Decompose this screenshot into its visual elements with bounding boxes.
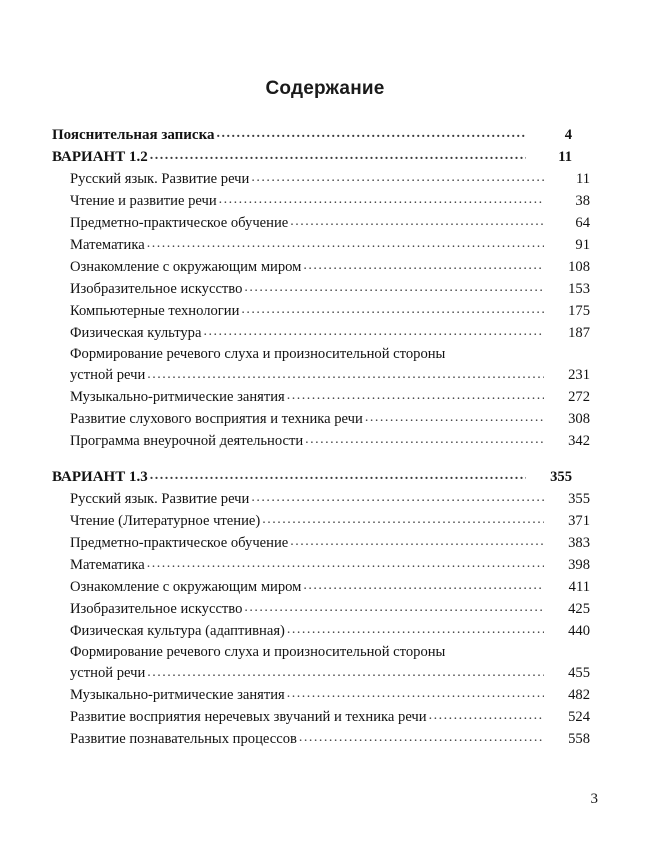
- toc-entry-page-number: 4: [564, 127, 572, 143]
- toc-entry-label: Физическая культура: [70, 325, 202, 341]
- toc-entry-page-number: 153: [568, 281, 590, 297]
- toc-dot-leader: [303, 575, 544, 597]
- toc-entry[interactable]: [52, 642, 590, 684]
- toc-entry-page-number: 425: [568, 601, 590, 617]
- toc-dot-leader: [203, 321, 544, 343]
- toc-entry-page-number: 371: [568, 513, 590, 529]
- toc-dot-leader: [429, 705, 544, 727]
- toc-dot-leader: [244, 277, 544, 299]
- toc-entry[interactable]: [52, 234, 590, 256]
- toc-dot-leader: [147, 364, 544, 385]
- toc-entry-page-number: 398: [568, 557, 590, 573]
- toc-entry[interactable]: [52, 488, 590, 510]
- toc-entry-label: Музыкально-ритмические занятия: [70, 389, 285, 405]
- toc-dot-leader: [150, 145, 526, 167]
- toc-entry-page-number: 411: [568, 579, 590, 595]
- toc-entry-label: Русский язык. Развитие речи: [70, 491, 250, 507]
- toc-entry-label: Чтение (Литературное чтение): [70, 513, 261, 529]
- toc-dot-leader: [365, 407, 544, 429]
- toc-dot-leader: [251, 167, 544, 189]
- toc-entry-label: Русский язык. Развитие речи: [70, 171, 250, 187]
- toc-entry[interactable]: [52, 620, 590, 642]
- toc-entry[interactable]: [52, 322, 590, 344]
- page-folio-number: 3: [590, 791, 598, 807]
- toc-entry[interactable]: [52, 554, 590, 576]
- toc-entry-label: Предметно-практическое обучение: [70, 535, 289, 551]
- toc-dot-leader: [290, 211, 544, 233]
- toc-entry-label: Предметно-практическое обучение: [70, 215, 289, 231]
- toc-dot-leader: [287, 683, 544, 705]
- toc-entry-label: Пояснительная записка: [52, 127, 215, 143]
- toc-entry[interactable]: [52, 706, 590, 728]
- page-title: Содержание: [265, 78, 385, 99]
- toc-entry-label: ВАРИАНТ 1.2: [52, 149, 148, 165]
- toc-entry-page-number: 383: [568, 535, 590, 551]
- toc-dot-leader: [287, 385, 544, 407]
- toc-dot-leader: [244, 597, 544, 619]
- toc-entry[interactable]: [52, 168, 590, 190]
- toc-entry-label: Компьютерные технологии: [70, 303, 240, 319]
- toc-entry-label: Музыкально-ритмические занятия: [70, 687, 285, 703]
- toc-entry[interactable]: [52, 300, 590, 322]
- toc-entry-page-number: 342: [568, 433, 590, 449]
- toc-entry[interactable]: [52, 190, 590, 212]
- toc-entry[interactable]: [52, 278, 590, 300]
- toc-entry[interactable]: [52, 728, 590, 750]
- toc-entry-label-continuation: [70, 663, 590, 684]
- toc-entry-label: Формирование речевого слуха и произносительной стороны: [70, 644, 446, 660]
- toc-entry-label: Ознакомление с окружающим миром: [70, 579, 302, 595]
- toc-dot-leader: [251, 487, 544, 509]
- toc-entry-label-continuation: [70, 365, 590, 386]
- toc-entry[interactable]: [52, 256, 590, 278]
- toc-entry-page-number: 455: [568, 665, 590, 681]
- toc-entry-page-number: 482: [568, 687, 590, 703]
- toc-dot-leader: [241, 299, 544, 321]
- toc-entry-label: Изобразительное искусство: [70, 281, 243, 297]
- toc-dot-leader: [217, 123, 526, 145]
- toc-entry-label: Программа внеурочной деятельности: [70, 433, 304, 449]
- toc-entry[interactable]: [52, 386, 590, 408]
- toc-entry[interactable]: [52, 684, 590, 706]
- toc-entry-label: Ознакомление с окружающим миром: [70, 259, 302, 275]
- toc-dot-leader: [262, 509, 544, 531]
- toc-entry-label: Изобразительное искусство: [70, 601, 243, 617]
- toc-entry-label: Чтение и развитие речи: [70, 193, 217, 209]
- toc-entry-page-number: 231: [568, 367, 590, 383]
- toc-entry-page-number: 91: [575, 237, 590, 253]
- toc-dot-leader: [299, 727, 544, 749]
- toc-entry[interactable]: [52, 430, 590, 452]
- toc-entry-page-number: 64: [575, 215, 590, 231]
- toc-entry-label: Формирование речевого слуха и произносительной стороны: [70, 346, 446, 362]
- toc-entry-label: Физическая культура (адаптивная): [70, 623, 285, 639]
- toc-entry-page-number: 187: [568, 325, 590, 341]
- toc-entry-label-text: устной речи: [70, 665, 146, 681]
- toc-dot-leader: [303, 255, 544, 277]
- toc-entry-page-number: 11: [558, 149, 572, 165]
- toc-entry-label: Развитие восприятия неречевых звучаний и техника речи: [70, 709, 427, 725]
- toc-entry-page-number: 38: [575, 193, 590, 209]
- toc-entry-page-number: 440: [568, 623, 590, 639]
- toc-entry-label: Развитие познавательных процессов: [70, 731, 297, 747]
- toc-dot-leader: [287, 619, 544, 641]
- toc-entry[interactable]: [52, 408, 590, 430]
- toc-dot-leader: [305, 429, 544, 451]
- toc-entry[interactable]: [52, 466, 572, 488]
- toc-entry-page-number: 524: [568, 709, 590, 725]
- toc-dot-leader: [290, 531, 544, 553]
- toc-entry-page-number: 108: [568, 259, 590, 275]
- toc-entry-label: ВАРИАНТ 1.3: [52, 469, 148, 485]
- toc-entry-page-number: 355: [550, 469, 572, 485]
- table-of-contents: [52, 124, 590, 750]
- toc-entry-label: Развитие слухового восприятия и техника речи: [70, 411, 363, 427]
- toc-entry[interactable]: [52, 124, 572, 146]
- toc-entry-page-number: 272: [568, 389, 590, 405]
- toc-entry-page-number: 11: [575, 171, 590, 187]
- toc-entry[interactable]: [52, 212, 590, 234]
- toc-dot-leader: [147, 233, 544, 255]
- toc-entry-label: Математика: [70, 557, 145, 573]
- toc-dot-leader: [150, 465, 526, 487]
- toc-entry[interactable]: [52, 576, 590, 598]
- toc-entry[interactable]: [52, 344, 590, 386]
- toc-entry[interactable]: [52, 510, 590, 532]
- toc-entry[interactable]: [52, 598, 590, 620]
- toc-dot-leader: [219, 189, 544, 211]
- toc-entry-page-number: 558: [568, 731, 590, 747]
- toc-entry-label-text: устной речи: [70, 367, 146, 383]
- toc-dot-leader: [147, 553, 544, 575]
- toc-entry[interactable]: [52, 532, 590, 554]
- toc-entry-page-number: 175: [568, 303, 590, 319]
- toc-entry-label: Математика: [70, 237, 145, 253]
- toc-entry-page-number: 308: [568, 411, 590, 427]
- toc-entry[interactable]: [52, 146, 572, 168]
- toc-dot-leader: [147, 662, 544, 683]
- toc-entry-page-number: 355: [568, 491, 590, 507]
